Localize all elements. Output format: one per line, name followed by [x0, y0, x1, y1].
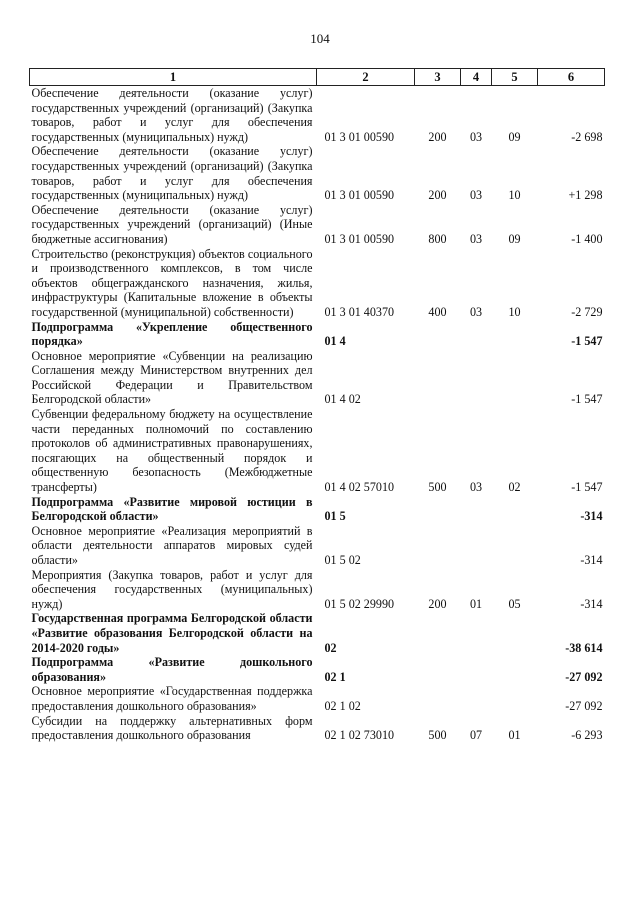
row-code: 01 5 02 29990: [324, 596, 395, 611]
row-subsection: [492, 684, 538, 713]
table-row: [30, 349, 605, 407]
table-row: [30, 655, 605, 684]
row-subsection: 01: [508, 728, 521, 743]
row-name: Основное мероприятие «Субвенции на реализацию Соглашения между Министерством внутренних дел Российской Федерации и Правительством Белгородской области»: [31, 348, 313, 407]
row-subsection: [492, 320, 538, 349]
table-row: [30, 320, 605, 349]
header-col-3: 3: [415, 69, 461, 86]
table-row: [30, 247, 605, 320]
table-row: [30, 568, 605, 612]
row-subsection: 10: [508, 188, 521, 203]
table-body: [30, 86, 605, 743]
budget-table: [29, 68, 605, 743]
row-code: 01 5 02: [324, 553, 361, 567]
row-code: 01 5: [324, 509, 346, 524]
row-subsection: [492, 495, 538, 524]
row-name: Подпрограмма «Развитие мировой юстиции в Белгородской области»: [31, 494, 313, 524]
row-code: 01 3 01 00590: [324, 231, 395, 246]
row-section: [461, 684, 492, 713]
row-expense-type: 200: [428, 129, 447, 144]
row-amount: -314: [580, 596, 603, 611]
row-section: [461, 611, 492, 655]
row-amount: -1 547: [571, 392, 603, 407]
row-code: 01 4 02: [324, 392, 361, 407]
row-expense-type: [415, 611, 461, 655]
row-name: Обеспечение деятельности (оказание услуг) государственных учреждений (организаций) (Закупка товаров, работ и услуг для обеспечения государственных (муниципальных) нужд): [31, 86, 313, 144]
row-code: 01 4 02 57010: [324, 480, 395, 495]
row-amount: -314: [580, 509, 603, 524]
row-amount: -314: [580, 553, 603, 567]
row-section: [461, 655, 492, 684]
table-row: [30, 144, 605, 202]
row-name: Основное мероприятие «Реализация мероприятий в области деятельности аппаратов мировых судей области»: [31, 523, 313, 567]
row-name: Строительство (реконструкция) объектов социального и производственного комплексов, в том числе объектов общегражданского назначения, жилья, инфраструктуры (Капитальные вложение в объекты государственной (муниципальной) собственности): [31, 246, 313, 319]
row-name: Субсидии на поддержку альтернативных форм предоставления дошкольного образования: [31, 713, 313, 743]
row-name: Субвенции федеральному бюджету на осуществление части переданных полномочий по составлению протоколов об административных правонарушениях, посягающих на общественный порядок и общественную безопасность (Межбюджетные трансферты): [31, 407, 313, 495]
row-code: 02 1: [324, 669, 346, 684]
row-code: 01 4: [324, 334, 346, 349]
row-section: 01: [469, 596, 483, 611]
row-section: 03: [469, 231, 483, 246]
row-subsection: 09: [508, 231, 521, 246]
row-amount: -1 547: [571, 480, 603, 495]
header-col-4: 4: [461, 69, 492, 86]
row-subsection: 10: [508, 304, 521, 319]
row-section: [461, 524, 492, 568]
row-section: [461, 320, 492, 349]
table-row: [30, 684, 605, 713]
row-name: Обеспечение деятельности (оказание услуг) государственных учреждений (организаций) (Закупка товаров, работ и услуг для обеспечения государственных (муниципальных) нужд): [31, 144, 313, 203]
row-section: 03: [469, 480, 483, 495]
row-subsection: [492, 655, 538, 684]
table-header: [30, 69, 605, 86]
row-section: 03: [469, 129, 483, 144]
row-code: 02 1 02 73010: [324, 728, 395, 743]
header-col-2: 2: [317, 69, 415, 86]
row-code: 01 3 01 00590: [324, 188, 395, 203]
row-amount: -1 547: [571, 334, 603, 349]
row-subsection: [492, 611, 538, 655]
row-expense-type: [415, 320, 461, 349]
row-expense-type: [415, 524, 461, 568]
row-amount: -2 698: [571, 129, 603, 144]
row-name: Государственная программа Белгородской области «Развитие образования Белгородской области на 2014-2020 годы»: [31, 611, 313, 655]
row-section: [461, 349, 492, 407]
row-name: Подпрограмма «Укрепление общественного порядка»: [31, 319, 313, 349]
header-col-1: 1: [30, 69, 317, 86]
header-col-6: 6: [538, 69, 605, 86]
row-subsection: 05: [508, 596, 521, 611]
row-code: 02: [324, 640, 337, 655]
row-expense-type: [415, 655, 461, 684]
row-section: 07: [469, 728, 483, 743]
row-expense-type: [415, 349, 461, 407]
row-name: Мероприятия (Закупка товаров, работ и услуг для обеспечения государственных (муниципальных) нужд): [31, 567, 313, 611]
row-subsection: 02: [508, 480, 521, 495]
row-name: Подпрограмма «Развитие дошкольного образования»: [31, 655, 313, 684]
row-section: [461, 495, 492, 524]
table-row: [30, 524, 605, 568]
row-expense-type: 200: [428, 188, 447, 203]
page-number: 104: [310, 31, 330, 46]
row-code: 01 3 01 00590: [324, 129, 395, 144]
table-row: [30, 611, 605, 655]
header-col-5: 5: [492, 69, 538, 86]
table-row: [30, 714, 605, 743]
row-amount: -1 400: [571, 231, 603, 246]
row-subsection: [492, 524, 538, 568]
row-expense-type: [415, 684, 461, 713]
row-amount: -2 729: [571, 304, 603, 319]
row-amount: -27 092: [565, 698, 603, 713]
row-expense-type: 500: [428, 480, 447, 495]
row-expense-type: 200: [428, 596, 447, 611]
row-amount: +1 298: [568, 188, 603, 203]
row-section: 03: [469, 304, 483, 319]
row-subsection: 09: [508, 129, 521, 144]
table-row: [30, 86, 605, 145]
row-expense-type: 800: [428, 231, 447, 246]
table-row: [30, 407, 605, 495]
row-subsection: [492, 349, 538, 407]
row-expense-type: [415, 495, 461, 524]
table-row: [30, 495, 605, 524]
table-row: [30, 203, 605, 247]
row-amount: -38 614: [565, 640, 603, 655]
row-name: Обеспечение деятельности (оказание услуг) государственных учреждений (организаций) (Иные бюджетные ассигнования): [31, 202, 313, 246]
row-name: Основное мероприятие «Государственная поддержка предоставления дошкольного образования»: [31, 684, 313, 713]
row-code: 01 3 01 40370: [324, 304, 395, 319]
row-amount: -27 092: [565, 669, 603, 684]
row-expense-type: 500: [428, 728, 447, 743]
row-code: 02 1 02: [324, 698, 361, 713]
row-expense-type: 400: [428, 304, 447, 319]
row-amount: -6 293: [571, 728, 603, 743]
row-section: 03: [469, 188, 483, 203]
